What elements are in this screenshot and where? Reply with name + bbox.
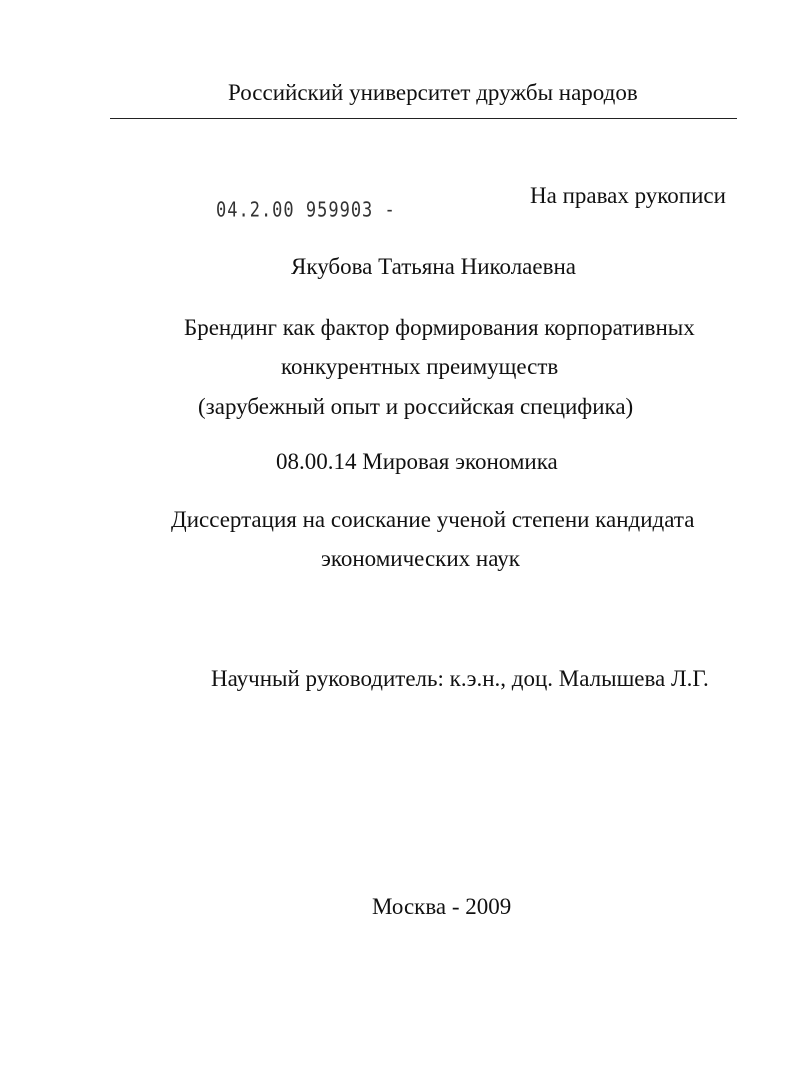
university-name: Российский университет дружбы народов [228, 80, 638, 105]
author-name: Якубова Татьяна Николаевна [291, 254, 576, 279]
registration-stamp: 04.2.00 959903 - [216, 199, 396, 223]
thesis-title-line-1: Брендинг как фактор формирования корпоративных [184, 315, 695, 340]
specialty-code: 08.00.14 Мировая экономика [276, 449, 558, 474]
degree-line-2: экономических наук [321, 546, 520, 571]
header-divider [110, 118, 737, 119]
degree-line-1: Диссертация на соискание ученой степени кандидата [171, 507, 695, 532]
manuscript-note: На правах рукописи [530, 183, 726, 208]
thesis-title-line-3: (зарубежный опыт и российская специфика) [198, 394, 634, 419]
place-year: Москва - 2009 [372, 894, 512, 919]
supervisor: Научный руководитель: к.э.н., доц. Малышева Л.Г. [211, 666, 709, 691]
thesis-title-line-2: конкурентных преимуществ [281, 354, 559, 379]
